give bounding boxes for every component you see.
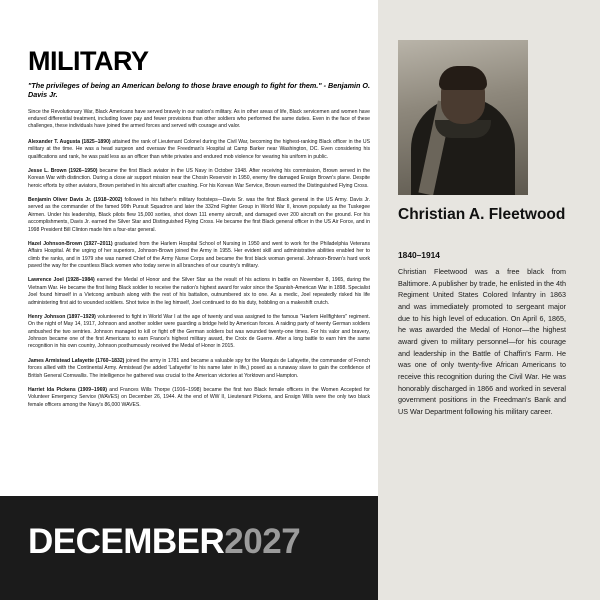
figure-hair [439, 66, 487, 90]
bio-text: became the first Black aviator in the US Navy in October 1948. After receiving his commission, Brown served in the Korean War with distinction. During a close air support mission near the Chosin Reservoir in 1950, enemy fire damaged Ensign Brown's plane. Despite heroic efforts by other aviators, Brown perished in his aircraft after crashing. For his Korean War Service, Brown earned the Distinguished Flying Cross. [28, 167, 371, 189]
bio-name: Jesse L. Brown [28, 167, 67, 174]
intro-paragraph: Since the Revolutionary War, Black Americans have served bravely in our nation's military. As in other areas of life, Black servicemen and women have endured differential treatment, including lower pay and fewer provisions than other soldiers who performed the same duties. Even in the face of these challenges, these individuals have joined the armed forces and served with courage and valor. [28, 108, 370, 130]
bio-entry [28, 197, 370, 234]
bio-entry [28, 358, 370, 380]
pull-quote: "The privileges of being an American belong to those brave enough to fight for them." - Benjamin O. Davis Jr. [28, 81, 370, 100]
bio-name: Hazel Johnson-Brown [28, 240, 82, 247]
bio-name: James Armistead Lafayette [28, 357, 94, 364]
bio-years: (1926–1950) [68, 167, 98, 174]
bio-years: (1909–1969) [78, 386, 107, 393]
bio-name: Henry Johnson [28, 313, 66, 320]
sidebar-person-bio: Christian Fleetwood was a free black from Baltimore. A publisher by trade, he enlisted in the 4th Regiment United States Colored Infantry in 1863 and was immediately promoted to sergeant major due to his high level of education. On April 6, 1865, he was awarded the Medal of Honor—the highest award given to military personnel—for his courage and leadership in the Battle of Chaffin's Farm. He was one of only twenty-five African Americans to receive this recognition during the Civil War. He was honorably discharged in 1866 and worked in several government positions in the Freedman's Bank and US War Department following his military career. [398, 267, 566, 416]
bio-entry [28, 139, 370, 161]
sidebar-person-dates: 1840–1914 [398, 250, 440, 260]
year-label: 2027 [224, 522, 301, 561]
bio-years: (1928–1984) [65, 277, 95, 284]
bio-text: graduated from the Harlem Hospital School of Nursing in 1950 and went to work for the Philadelphia Veterans Affairs Hospital. At the urging of her superiors, Johnson-Brown joined the Army in 1955. Her evident skill and administrative abilities enabled her to climb the ranks, and in 1979 she was named Chief of the Army Nurse Corps and became the first black woman general. Johnson-Brown's hard work paved the way for the countless Black women who today serve in all branches of our country's military. [28, 240, 371, 270]
bio-years: (1927–2011) [83, 240, 113, 247]
month-label: DECEMBER [28, 522, 225, 561]
sidebar-person-name: Christian A. Fleetwood [398, 206, 566, 223]
bio-text: and Frances Wills Thorpe (1916–1998) became the first two Black female officers in the Women Accepted for Volunteer Emergency Service (WAVES) on December 26, 1944. At the end of WW II, Lieutenant Pickens, and Ensign Wills were the only two black female officers among the Navy's 86,000 WAVES. [28, 386, 370, 408]
bio-name: Benjamin Oliver Davis Jr. [28, 197, 92, 204]
bio-text: earned the Medal of Honor and the Silver Star as the result of his actions in battle on November 8, 1965, during the Vietnam War. He became the first living Black soldier to receive the nation's highest award for valor since the Spanish-American War in 1898. Specialist Joel found himself in a Vietcong ambush along with the rest of his battalion, outnumbered six to one. As a medic, Joel repeatedly risked his life administering first aid to wounded soldiers. Shot twice in the leg himself, Joel continued to do his duty, hobbling on a makeshift crutch. [28, 277, 370, 306]
main-content [28, 48, 370, 468]
bio-entry [28, 314, 370, 351]
portrait-image [398, 40, 528, 195]
page-title: MILITARY [28, 46, 149, 76]
bio-name: Harriet Ida Pickens [28, 386, 76, 393]
bio-entry [28, 168, 370, 190]
bio-text: joined the army in 1781 and became a valuable spy for the Marquis de Lafayette, the commander of French forces allied with the Continental Army. Armistead (he added 'Lafayette' to his name later in life,) posed as a runaway slave to gain the confidence of British General Cornwallis. The intelligence he gathered was crucial to the American victories at Yorktown and Hampton. [28, 357, 370, 379]
bio-years: (1760–1832) [95, 357, 125, 364]
bio-years: (1918–2002) [93, 197, 123, 204]
month-banner-text [28, 522, 300, 562]
bio-text: attained the rank of Lieutenant Colonel during the Civil War, becoming the highest-ranking Black officer in the US military at the time. He was a head surgeon and oversaw the Freedman's Hospital at Camp Barker near Washington, DC. Even considering his qualifications and rank, he was paid less as an officer than white privates and endured mob violence for wearing his uniform in public. [28, 138, 370, 160]
bio-entry [28, 387, 370, 409]
bio-years: (1825–1890) [81, 138, 111, 145]
bio-years: (1897–1929) [66, 313, 96, 320]
month-banner [0, 496, 378, 600]
bio-text: followed in his father's military footsteps—Davis Sr. was the first Black general in the US Army. Davis Jr. served as the commander of the famed 99th Pursuit Squadron and later the 332nd Fighter Group in World War II, known popularly as the Tuskegee Airmen. Under his leadership, Black pilots flew 15,000 sorties, shot down 111 enemy aircraft, and damaged over 200 aircraft on the ground. For his accomplishments, Davis Jr. earned the Silver Star and Distinguished Flying Cross. He became the first Black general officer in the US Air Force, and in 1998 President Bill Clinton made him a four-star general. [28, 197, 370, 233]
bio-name: Lawrence Joel [28, 277, 64, 284]
bio-entry [28, 241, 370, 271]
bio-name: Alexander T. Augusta [28, 138, 81, 145]
bio-text: volunteered to fight in World War I at the age of twenty and was assigned to the famous "Harlem Hellfighters" regiment. On the night of May 14, 1917, Johnson and another soldier were guarding a bridge held by American forces. A raiding party of twenty German soldiers ambushed the two sentries. Johnson managed to kill or fight off the German soldiers but was wounded twenty-one times. For his valor and bravery, Johnson became one of the first Americans to earn France's highest military award, the Croix de Guerre. After a long battle to earn him the same recognition in his own country, Johnson posthumously received the Medal of Honor in 2015. [28, 313, 370, 350]
bio-entry [28, 277, 370, 307]
portrait-frame [398, 40, 528, 195]
